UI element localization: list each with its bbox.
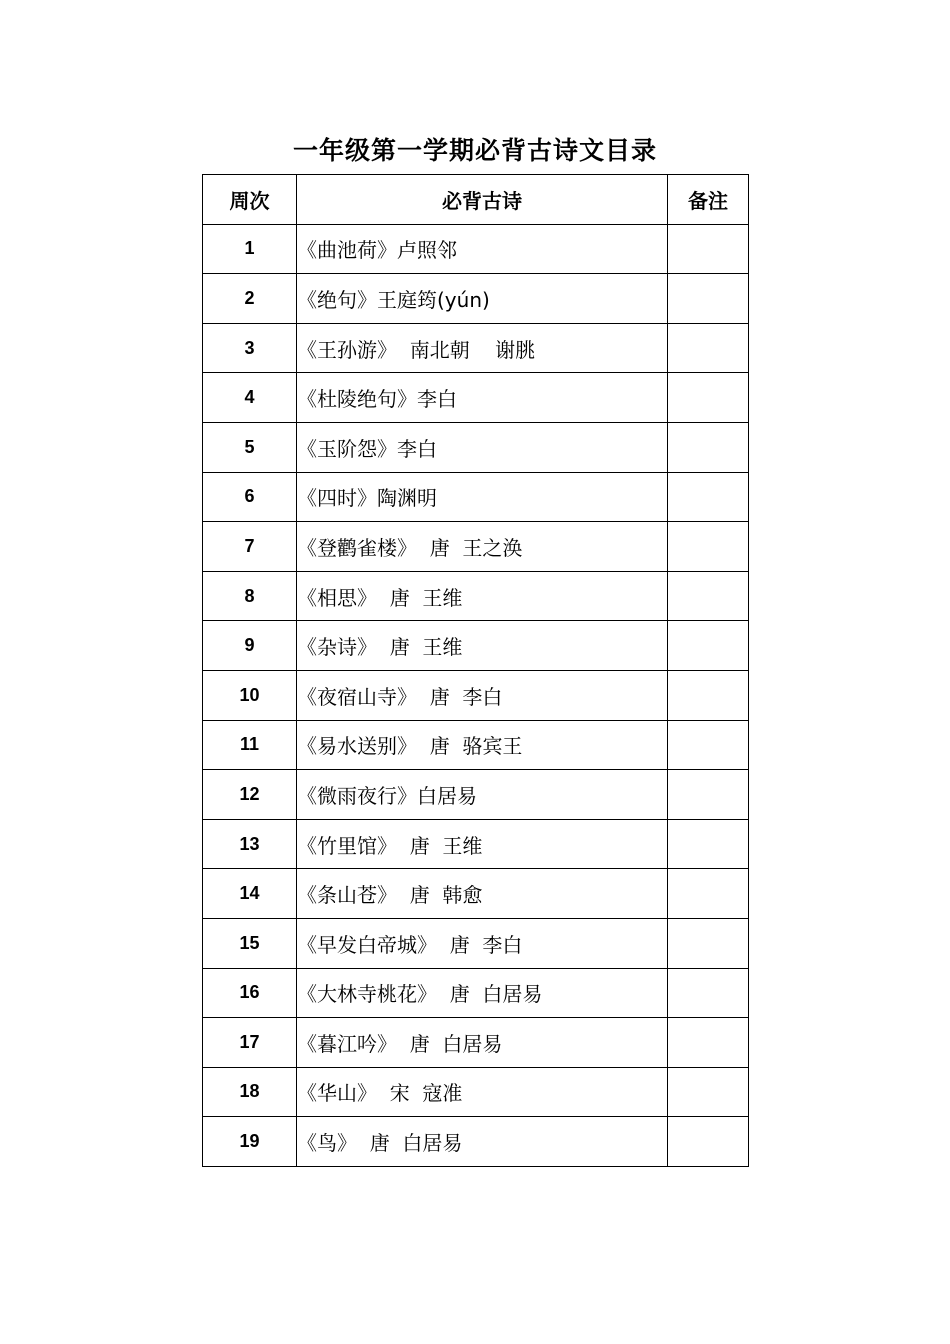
poem-title-cell: 《登鹳雀楼》 唐 王之涣 — [297, 522, 668, 572]
week-number-cell: 19 — [203, 1117, 297, 1167]
poem-title-cell: 《绝句》王庭筠(yún) — [297, 274, 668, 324]
table-row — [203, 422, 749, 472]
table-row — [203, 1018, 749, 1068]
poem-title-cell: 《夜宿山寺》 唐 李白 — [297, 670, 668, 720]
table-row — [203, 918, 749, 968]
poem-title-cell: 《杜陵绝句》李白 — [297, 373, 668, 423]
note-cell — [668, 1117, 749, 1167]
note-cell — [668, 472, 749, 522]
poem-title-cell: 《微雨夜行》白居易 — [297, 770, 668, 820]
week-number-cell: 17 — [203, 1018, 297, 1068]
week-number-cell: 3 — [203, 323, 297, 373]
poem-title-cell: 《华山》 宋 寇准 — [297, 1067, 668, 1117]
header-poem: 必背古诗 — [297, 175, 668, 225]
note-cell — [668, 274, 749, 324]
table-row — [203, 621, 749, 671]
poem-title-cell: 《杂诗》 唐 王维 — [297, 621, 668, 671]
note-cell — [668, 373, 749, 423]
poem-title-cell: 《暮江吟》 唐 白居易 — [297, 1018, 668, 1068]
table-row — [203, 522, 749, 572]
poem-title-cell: 《早发白帝城》 唐 李白 — [297, 918, 668, 968]
week-number-cell: 16 — [203, 968, 297, 1018]
note-cell — [668, 770, 749, 820]
poem-title-cell: 《鸟》 唐 白居易 — [297, 1117, 668, 1167]
note-cell — [668, 720, 749, 770]
header-note: 备注 — [668, 175, 749, 225]
week-number-cell: 4 — [203, 373, 297, 423]
table-row — [203, 224, 749, 274]
week-number-cell: 6 — [203, 472, 297, 522]
table-row — [203, 869, 749, 919]
page-title: 一年级第一学期必背古诗文目录 — [292, 136, 657, 165]
week-number-cell: 12 — [203, 770, 297, 820]
table-row — [203, 323, 749, 373]
note-cell — [668, 918, 749, 968]
week-number-cell: 7 — [203, 522, 297, 572]
week-number-cell: 18 — [203, 1067, 297, 1117]
week-number-cell: 13 — [203, 819, 297, 869]
note-cell — [668, 670, 749, 720]
table-row — [203, 373, 749, 423]
table-row — [203, 1067, 749, 1117]
note-cell — [668, 1018, 749, 1068]
note-cell — [668, 571, 749, 621]
note-cell — [668, 819, 749, 869]
week-number-cell: 9 — [203, 621, 297, 671]
poem-title-cell: 《易水送别》 唐 骆宾王 — [297, 720, 668, 770]
week-number-cell: 14 — [203, 869, 297, 919]
week-number-cell: 8 — [203, 571, 297, 621]
poem-title-cell: 《玉阶怨》李白 — [297, 422, 668, 472]
table-row — [203, 1117, 749, 1167]
note-cell — [668, 323, 749, 373]
week-number-cell: 1 — [203, 224, 297, 274]
table-row — [203, 720, 749, 770]
table-row — [203, 472, 749, 522]
header-week: 周次 — [203, 175, 297, 225]
note-cell — [668, 621, 749, 671]
poem-title-cell: 《相思》 唐 王维 — [297, 571, 668, 621]
poem-title-cell: 《竹里馆》 唐 王维 — [297, 819, 668, 869]
week-number-cell: 11 — [203, 720, 297, 770]
table-row — [203, 968, 749, 1018]
note-cell — [668, 968, 749, 1018]
poem-table — [202, 174, 749, 1167]
note-cell — [668, 869, 749, 919]
note-cell — [668, 1067, 749, 1117]
week-number-cell: 10 — [203, 670, 297, 720]
poem-title-cell: 《条山苍》 唐 韩愈 — [297, 869, 668, 919]
table-row — [203, 670, 749, 720]
table-body — [203, 224, 749, 1166]
table-header-row — [203, 175, 749, 225]
week-number-cell: 15 — [203, 918, 297, 968]
week-number-cell: 5 — [203, 422, 297, 472]
table-row — [203, 571, 749, 621]
poem-title-cell: 《大林寺桃花》 唐 白居易 — [297, 968, 668, 1018]
table-row — [203, 819, 749, 869]
note-cell — [668, 224, 749, 274]
poem-title-cell: 《曲池荷》卢照邻 — [297, 224, 668, 274]
week-number-cell: 2 — [203, 274, 297, 324]
table-row — [203, 274, 749, 324]
table-row — [203, 770, 749, 820]
note-cell — [668, 522, 749, 572]
poem-title-cell: 《王孙游》 南北朝 谢朓 — [297, 323, 668, 373]
poem-title-cell: 《四时》陶渊明 — [297, 472, 668, 522]
note-cell — [668, 422, 749, 472]
